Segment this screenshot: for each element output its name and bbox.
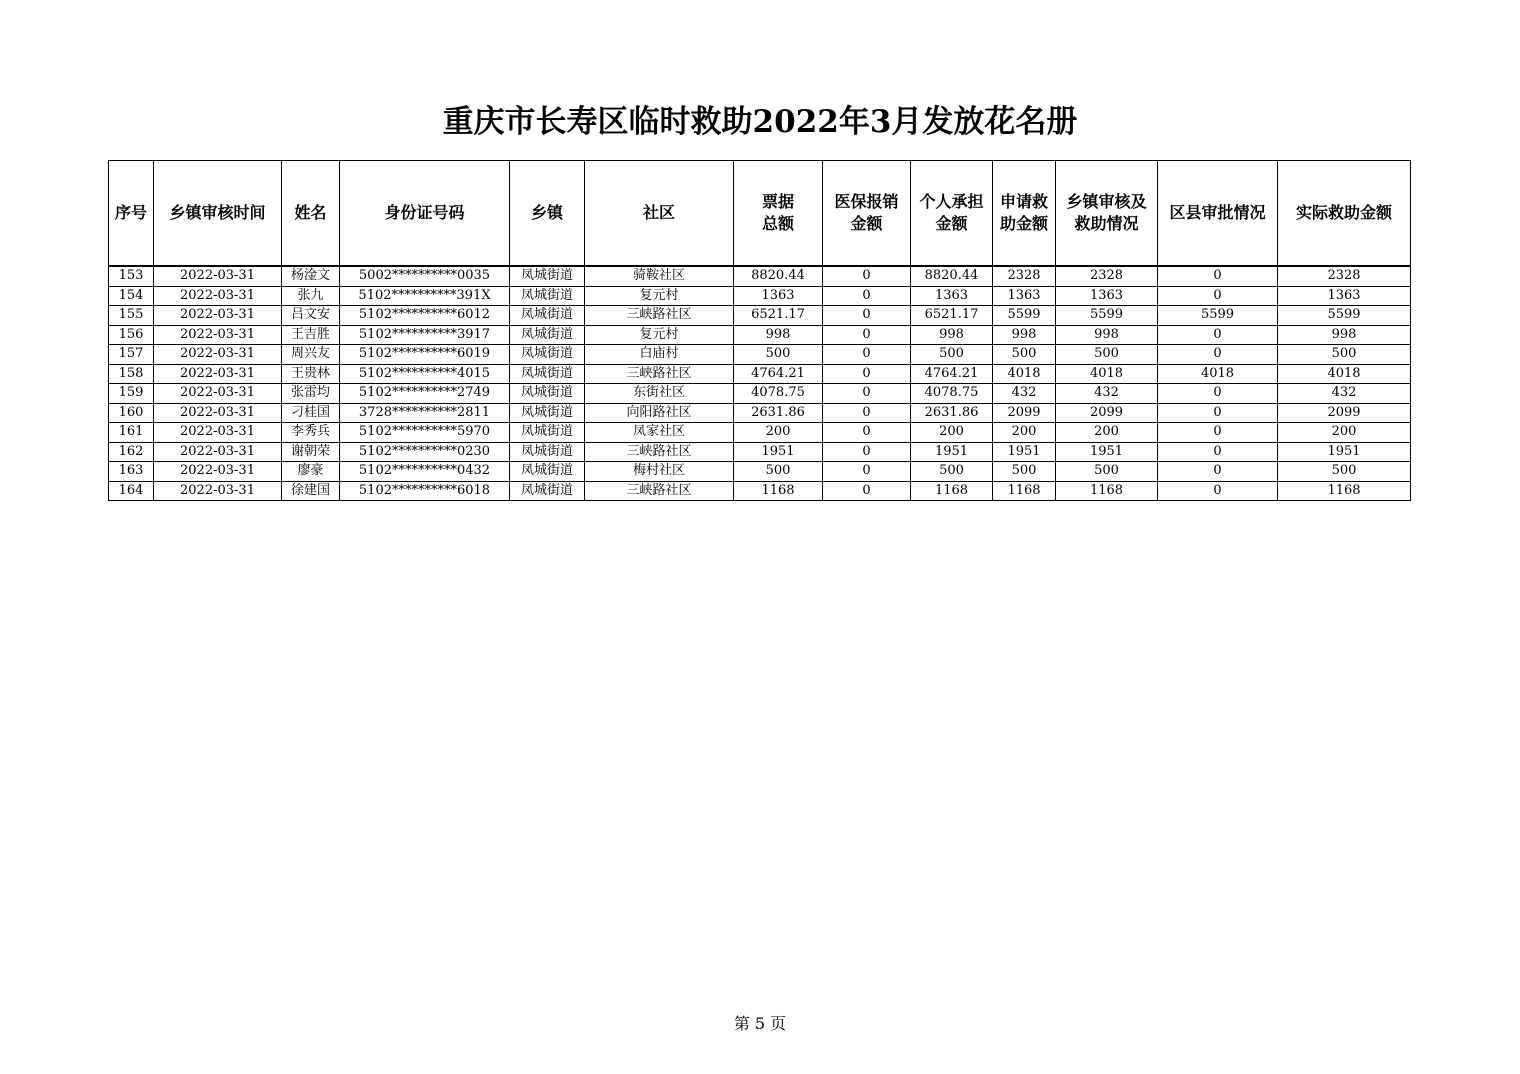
col-header-receipt-total: 票据 总额 [734, 161, 823, 267]
table-cell: 159 [109, 384, 154, 404]
table-cell: 4018 [993, 364, 1056, 384]
table-cell: 1951 [911, 442, 993, 462]
table-row [109, 462, 1411, 482]
table-cell: 432 [993, 384, 1056, 404]
page-title: 重庆市长寿区临时救助2022年3月发放花名册 [442, 104, 1078, 140]
table-cell: 5102**********6018 [340, 481, 510, 501]
table-cell: 200 [993, 423, 1056, 443]
table-cell: 1951 [1056, 442, 1158, 462]
table-cell: 998 [1056, 325, 1158, 345]
table-cell: 160 [109, 403, 154, 423]
table-cell: 0 [1158, 481, 1278, 501]
table-cell: 三峡路社区 [585, 306, 734, 326]
table-cell: 0 [823, 423, 911, 443]
table-cell: 东街社区 [585, 384, 734, 404]
table-cell: 梅村社区 [585, 462, 734, 482]
table-cell: 5102**********2749 [340, 384, 510, 404]
table-cell: 2022-03-31 [154, 364, 282, 384]
table-cell: 4764.21 [911, 364, 993, 384]
table-cell: 2022-03-31 [154, 442, 282, 462]
table-cell: 吕文安 [282, 306, 340, 326]
table-cell: 0 [1158, 286, 1278, 306]
table-cell: 158 [109, 364, 154, 384]
col-header-actual-amount: 实际救助金额 [1278, 161, 1411, 267]
table-cell: 0 [1158, 442, 1278, 462]
table-cell: 1951 [734, 442, 823, 462]
table-cell: 157 [109, 345, 154, 365]
table-cell: 4078.75 [911, 384, 993, 404]
table-cell: 153 [109, 266, 154, 286]
table-cell: 0 [823, 286, 911, 306]
table-cell: 1363 [734, 286, 823, 306]
table-cell: 向阳路社区 [585, 403, 734, 423]
table-cell: 0 [1158, 345, 1278, 365]
table-cell: 1363 [1056, 286, 1158, 306]
table-cell: 凤城街道 [510, 481, 585, 501]
table-cell: 200 [734, 423, 823, 443]
table-cell: 凤城街道 [510, 286, 585, 306]
table-cell: 2022-03-31 [154, 345, 282, 365]
table-cell: 徐建国 [282, 481, 340, 501]
table-cell: 4078.75 [734, 384, 823, 404]
table-cell: 凤城街道 [510, 442, 585, 462]
table-row [109, 325, 1411, 345]
table-cell: 2099 [1278, 403, 1411, 423]
table-cell: 164 [109, 481, 154, 501]
col-header-insurance-reimbursed: 医保报销 金额 [823, 161, 911, 267]
table-cell: 500 [1056, 345, 1158, 365]
table-cell: 5102**********6019 [340, 345, 510, 365]
table-cell: 骑鞍社区 [585, 266, 734, 286]
table-cell: 5102**********6012 [340, 306, 510, 326]
table-cell: 500 [1278, 345, 1411, 365]
col-header-community: 社区 [585, 161, 734, 267]
table-cell: 1168 [993, 481, 1056, 501]
table-cell: 200 [1278, 423, 1411, 443]
table-cell: 500 [734, 345, 823, 365]
table-row [109, 345, 1411, 365]
table-cell: 155 [109, 306, 154, 326]
table-cell: 1168 [1278, 481, 1411, 501]
table-cell: 6521.17 [911, 306, 993, 326]
table-cell: 1363 [911, 286, 993, 306]
table-cell: 凤城街道 [510, 364, 585, 384]
table-cell: 杨淦文 [282, 266, 340, 286]
table-row [109, 442, 1411, 462]
table-cell: 0 [823, 345, 911, 365]
table-cell: 1168 [734, 481, 823, 501]
page-number: 第 5 页 [733, 1014, 787, 1033]
table-cell: 1168 [911, 481, 993, 501]
table-row [109, 364, 1411, 384]
table-cell: 张九 [282, 286, 340, 306]
table-cell: 2631.86 [911, 403, 993, 423]
table-cell: 5102**********0230 [340, 442, 510, 462]
table-cell: 5599 [1158, 306, 1278, 326]
table-cell: 白庙村 [585, 345, 734, 365]
table-cell: 500 [993, 345, 1056, 365]
table-cell: 5599 [993, 306, 1056, 326]
table-cell: 刁桂国 [282, 403, 340, 423]
table-cell: 5002**********0035 [340, 266, 510, 286]
table-cell: 500 [911, 462, 993, 482]
table-cell: 2022-03-31 [154, 481, 282, 501]
table-cell: 凤城街道 [510, 423, 585, 443]
table-cell: 8820.44 [734, 266, 823, 286]
table-cell: 廖豪 [282, 462, 340, 482]
table-cell: 154 [109, 286, 154, 306]
table-cell: 2022-03-31 [154, 286, 282, 306]
table-cell: 复元村 [585, 286, 734, 306]
table-cell: 2022-03-31 [154, 423, 282, 443]
col-header-id-number: 身份证号码 [340, 161, 510, 267]
col-header-review-date: 乡镇审核时间 [154, 161, 282, 267]
table-cell: 5599 [1278, 306, 1411, 326]
table-cell: 0 [1158, 462, 1278, 482]
table-cell: 163 [109, 462, 154, 482]
table-cell: 0 [823, 306, 911, 326]
table-cell: 李秀兵 [282, 423, 340, 443]
table-cell: 凤城街道 [510, 462, 585, 482]
table-cell: 8820.44 [911, 266, 993, 286]
table-cell: 0 [1158, 384, 1278, 404]
col-header-personal-paid: 个人承担 金额 [911, 161, 993, 267]
table-cell: 0 [823, 442, 911, 462]
table-cell: 4018 [1278, 364, 1411, 384]
table-cell: 500 [1056, 462, 1158, 482]
table-cell: 200 [911, 423, 993, 443]
table-cell: 2022-03-31 [154, 403, 282, 423]
table-cell: 0 [1158, 403, 1278, 423]
table-cell: 998 [734, 325, 823, 345]
table-cell: 复元村 [585, 325, 734, 345]
table-cell: 0 [823, 462, 911, 482]
table-cell: 2631.86 [734, 403, 823, 423]
table-cell: 998 [993, 325, 1056, 345]
table-row [109, 384, 1411, 404]
table-cell: 4764.21 [734, 364, 823, 384]
table-cell: 3728**********2811 [340, 403, 510, 423]
table-cell: 0 [823, 364, 911, 384]
table-cell: 0 [823, 384, 911, 404]
table-cell: 0 [823, 481, 911, 501]
table-cell: 王吉胜 [282, 325, 340, 345]
table-cell: 432 [1056, 384, 1158, 404]
table-cell: 500 [911, 345, 993, 365]
table-cell: 2022-03-31 [154, 325, 282, 345]
table-cell: 凤城街道 [510, 325, 585, 345]
table-cell: 0 [823, 325, 911, 345]
table-cell: 0 [823, 403, 911, 423]
table-cell: 2022-03-31 [154, 462, 282, 482]
table-cell: 2328 [993, 266, 1056, 286]
table-cell: 凤城街道 [510, 345, 585, 365]
table-cell: 凤家社区 [585, 423, 734, 443]
table-cell: 凤城街道 [510, 403, 585, 423]
table-row [109, 286, 1411, 306]
table-cell: 2022-03-31 [154, 306, 282, 326]
table-cell: 432 [1278, 384, 1411, 404]
table-cell: 162 [109, 442, 154, 462]
table-cell: 5102**********0432 [340, 462, 510, 482]
table-cell: 1363 [1278, 286, 1411, 306]
table-cell: 998 [1278, 325, 1411, 345]
table-cell: 2022-03-31 [154, 384, 282, 404]
col-header-town: 乡镇 [510, 161, 585, 267]
table-row [109, 423, 1411, 443]
table-cell: 5102**********5970 [340, 423, 510, 443]
table-cell: 王贵林 [282, 364, 340, 384]
col-header-requested-amount: 申请救 助金额 [993, 161, 1056, 267]
table-cell: 张雷均 [282, 384, 340, 404]
table-cell: 三峡路社区 [585, 481, 734, 501]
table-cell: 200 [1056, 423, 1158, 443]
table-row [109, 481, 1411, 501]
table-cell: 2328 [1278, 266, 1411, 286]
table-cell: 998 [911, 325, 993, 345]
col-header-name: 姓名 [282, 161, 340, 267]
table-cell: 2099 [993, 403, 1056, 423]
table-row [109, 266, 1411, 286]
table-cell: 0 [823, 266, 911, 286]
table-row [109, 403, 1411, 423]
table-cell: 5102**********3917 [340, 325, 510, 345]
table-cell: 凤城街道 [510, 306, 585, 326]
table-cell: 5599 [1056, 306, 1158, 326]
col-header-index: 序号 [109, 161, 154, 267]
relief-roster-table [108, 160, 1411, 501]
table-cell: 500 [993, 462, 1056, 482]
col-header-town-review: 乡镇审核及 救助情况 [1056, 161, 1158, 267]
table-cell: 2099 [1056, 403, 1158, 423]
table-cell: 6521.17 [734, 306, 823, 326]
table-cell: 三峡路社区 [585, 442, 734, 462]
table-cell: 1168 [1056, 481, 1158, 501]
table-cell: 凤城街道 [510, 384, 585, 404]
table-cell: 5102**********4015 [340, 364, 510, 384]
table-row [109, 306, 1411, 326]
table-cell: 三峡路社区 [585, 364, 734, 384]
table-cell: 156 [109, 325, 154, 345]
table-cell: 4018 [1158, 364, 1278, 384]
table-cell: 2022-03-31 [154, 266, 282, 286]
col-header-county-approval: 区县审批情况 [1158, 161, 1278, 267]
table-body [109, 266, 1411, 501]
table-cell: 凤城街道 [510, 266, 585, 286]
table-cell: 0 [1158, 325, 1278, 345]
table-cell: 0 [1158, 266, 1278, 286]
table-cell: 161 [109, 423, 154, 443]
table-cell: 4018 [1056, 364, 1158, 384]
table-cell: 周兴友 [282, 345, 340, 365]
table-header-row [109, 161, 1411, 267]
table-cell: 1951 [993, 442, 1056, 462]
table-cell: 5102**********391X [340, 286, 510, 306]
table-cell: 500 [734, 462, 823, 482]
table-cell: 1951 [1278, 442, 1411, 462]
table-cell: 500 [1278, 462, 1411, 482]
table-cell: 2328 [1056, 266, 1158, 286]
table-cell: 1363 [993, 286, 1056, 306]
table-cell: 0 [1158, 423, 1278, 443]
table-cell: 谢朝荣 [282, 442, 340, 462]
